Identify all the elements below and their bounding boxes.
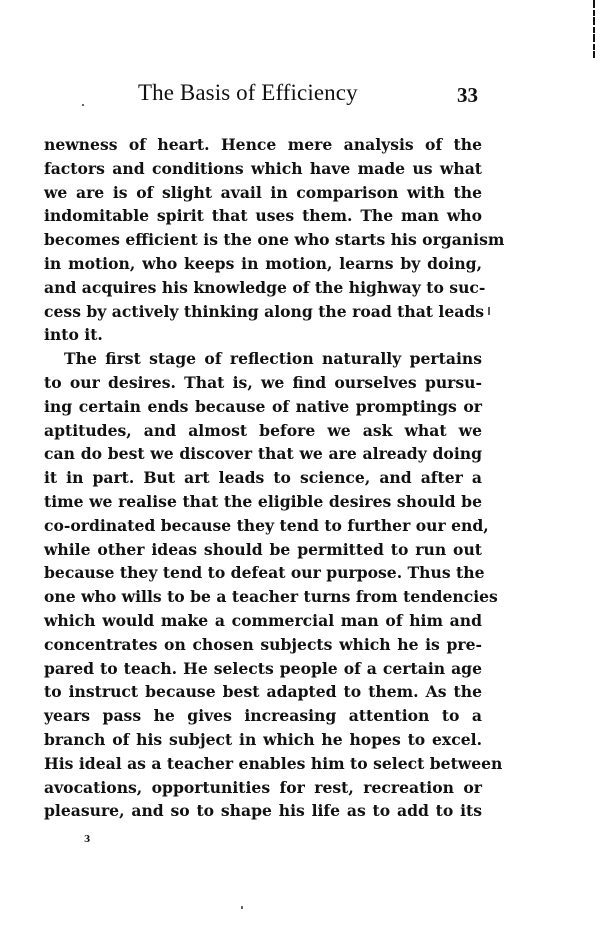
text-line: avocations, opportunities for rest, recreation or xyxy=(44,777,482,797)
text-line: to our desires. That is, we find ourselves pursu- xyxy=(44,372,482,392)
text-line: while other ideas should be permitted to run out xyxy=(44,539,482,559)
text-line: pared to teach. He selects people of a certain age xyxy=(44,658,482,678)
signature-mark: 3 xyxy=(84,835,91,845)
text-line: aptitudes, and almost before we ask what we xyxy=(44,420,482,440)
margin-mark xyxy=(488,307,490,315)
body-text xyxy=(44,133,505,823)
text-line: becomes efficient is the one who starts his organism xyxy=(44,230,505,250)
text-line: factors and conditions which have made us what xyxy=(44,158,482,178)
text-line: cess by actively thinking along the road that leads xyxy=(44,301,485,321)
text-line: which would make a commercial man of him and xyxy=(44,610,482,630)
paragraph-end-line: into it. xyxy=(44,325,103,345)
scan-speck xyxy=(241,906,243,909)
text-line: one who wills to be a teacher turns from tendencies xyxy=(44,587,498,607)
text-line: can do best we discover that we are already doing xyxy=(44,444,482,464)
text-line: indomitable spirit that uses them. The man who xyxy=(44,206,482,226)
text-line: in motion, who keeps in motion, learns by doing, xyxy=(44,253,482,273)
page-edge-rule xyxy=(593,0,595,58)
text-line: to instruct because best adapted to them. As the xyxy=(44,682,482,702)
text-line: years pass he gives increasing attention to a xyxy=(44,706,482,726)
running-header xyxy=(0,80,600,110)
text-line: His ideal as a teacher enables him to select between xyxy=(44,753,503,773)
text-line: pleasure, and so to shape his life as to add to its xyxy=(44,801,482,821)
text-line: concentrates on chosen subjects which he is pre- xyxy=(44,634,482,654)
text-line: and acquires his knowledge of the highway to suc- xyxy=(44,277,486,297)
text-line: we are is of slight avail in comparison with the xyxy=(44,182,482,202)
text-line: it in part. But art leads to science, and after a xyxy=(44,468,482,488)
running-title: The Basis of Efficiency xyxy=(138,80,358,105)
text-line: time we realise that the eligible desires should be xyxy=(44,491,482,511)
paragraph-start-line: The first stage of reflection naturally pertains xyxy=(64,349,482,369)
text-line: newness of heart. Hence mere analysis of the xyxy=(44,135,482,154)
text-line: because they tend to defeat our purpose. Thus the xyxy=(44,563,485,583)
text-line: branch of his subject in which he hopes to excel. xyxy=(44,729,482,749)
text-line: co-ordinated because they tend to further our end, xyxy=(44,515,489,535)
text-line: ing certain ends because of native promptings or xyxy=(44,396,482,416)
page-number: 33 xyxy=(457,83,478,107)
